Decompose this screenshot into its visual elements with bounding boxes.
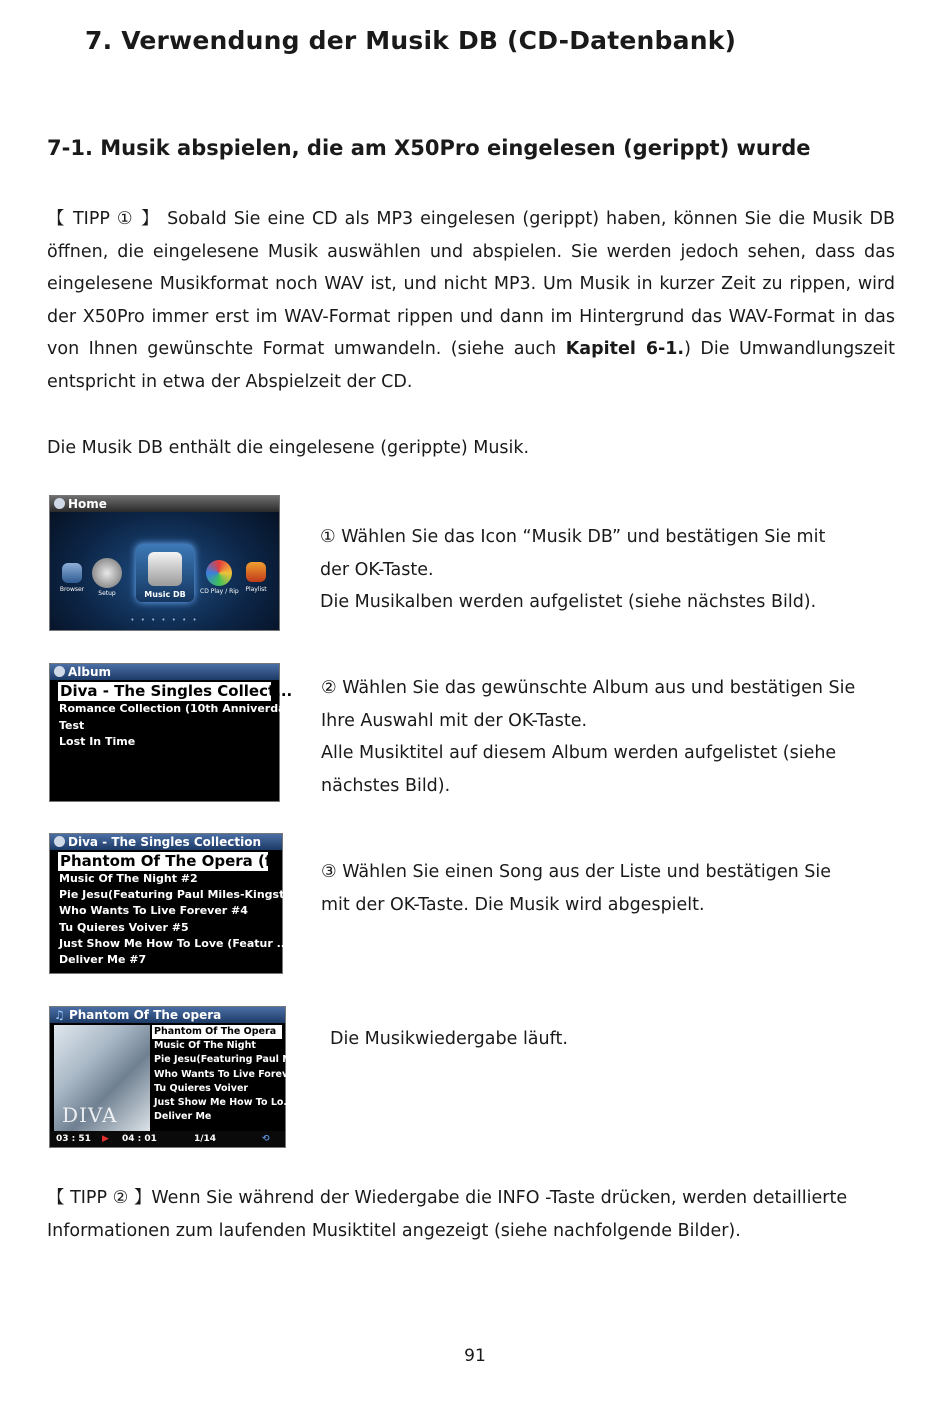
step2-text <box>321 672 855 802</box>
home-icon <box>54 498 65 509</box>
album-cover <box>54 1025 150 1133</box>
album-list-item[interactable]: Romance Collection (10th Anniverdary) <box>59 702 304 715</box>
album-bar-title: Album <box>68 665 112 679</box>
page-number: 91 <box>464 1346 486 1366</box>
tip1-text: Sobald Sie eine CD als MP3 eingelesen (gerippt) haben, können Sie die Musik DB öffnen, die eingelesene Musik auswählen und abspielen. Sie werden jedoch sehen, dass das eingelesene Musikformat noch WAV ist, und nicht MP3. Um Musik in kurzer Zeit zu rippen, wird der X50Pro immer erst im WAV-Format rippen und dann im Hintergrund das WAV-Format in das von Ihnen gewünschte Format umwandeln. (siehe auch <box>47 209 895 360</box>
album-list-item[interactable]: Test <box>59 718 85 732</box>
step1-line: Die Musikalben werden aufgelistet (siehe nächstes Bild). <box>320 592 817 613</box>
track-list-item[interactable]: Pie Jesu(Featuring Paul Miles-Kingston.. <box>59 888 309 902</box>
track-list-item[interactable]: Who Wants To Live Forever #4 <box>59 904 248 918</box>
tip1-text-end: ) Die Umwandlungszeit entspricht in etwa der Abspielzeit der CD. <box>47 339 895 392</box>
track-list-item[interactable]: Just Show Me How To Love (Featur .... <box>59 936 294 950</box>
cd-play-icon <box>206 560 232 586</box>
setup-label: Setup <box>98 590 116 597</box>
music-db-label: Music DB <box>144 590 186 599</box>
player-track-item[interactable]: Just Show Me How To Lo.. <box>154 1097 291 1109</box>
home-bar-title: Home <box>68 497 107 511</box>
track-list-item[interactable]: Music Of The Night #2 <box>59 872 198 885</box>
cd-play-label: CD Play / Rip <box>200 588 239 595</box>
repeat-icon: ⟲ <box>262 1134 270 1144</box>
elapsed-time: 03 : 51 <box>56 1134 91 1144</box>
playlist-icon <box>246 562 266 582</box>
browser-icon <box>62 563 82 583</box>
player-bar-title: Phantom Of The opera <box>68 1008 222 1022</box>
tip1-chapter-ref: Kapitel 6-1. <box>565 339 685 360</box>
step3-text <box>321 856 831 921</box>
track-list-item[interactable]: Deliver Me #7 <box>59 953 147 967</box>
player-track-item[interactable]: Phantom Of The Opera <box>152 1025 282 1039</box>
track-list-screenshot <box>49 833 309 974</box>
home-title-bar <box>50 496 279 512</box>
disc-icon <box>54 836 65 847</box>
track-list-item[interactable]: Tu Quieres Voiver #5 <box>59 920 189 934</box>
page-dots: • • • • • • • <box>130 616 199 624</box>
album-list-item[interactable]: Lost In Time <box>59 735 136 748</box>
track-bar-title: Diva - The Singles Collection <box>68 835 262 849</box>
home-screenshot <box>49 495 280 631</box>
section-heading: 7-1. Musik abspielen, die am X50Pro eingelesen (gerippt) wurde <box>47 136 811 160</box>
track-counter: 1/14 <box>194 1134 217 1144</box>
tip2-paragraph <box>47 1182 895 1247</box>
tip2-text: Wenn Sie während der Wiedergabe die INFO -Taste drücken, werden detaillierte Informationen zum laufenden Musiktitel angezeigt (siehe nachfolgende Bilder). <box>47 1188 848 1241</box>
disc-icon <box>54 666 65 677</box>
step2-line: ② Wählen Sie das gewünschte Album aus und bestätigen Sie <box>321 678 856 698</box>
step2-line: nächstes Bild). <box>321 775 451 796</box>
album-screenshot <box>49 663 304 802</box>
cover-logo: DIVA <box>62 1103 118 1127</box>
player-track-item[interactable]: Tu Quieres Voiver <box>154 1082 249 1094</box>
total-time: 04 : 01 <box>122 1134 157 1144</box>
step3-line: ③ Wählen Sie einen Song aus der Liste und bestätigen Sie <box>321 862 832 882</box>
player-track-item[interactable]: Deliver Me <box>154 1111 212 1123</box>
step1-line: der OK-Taste. <box>320 559 434 580</box>
tip2-prefix: 【 TIPP ② 】 <box>47 1188 152 1208</box>
player-track-item[interactable]: Who Wants To Live Forev.. <box>154 1068 295 1080</box>
player-status-bar <box>50 1131 285 1147</box>
browser-label: Browser <box>59 586 85 593</box>
player-screenshot <box>49 1006 299 1148</box>
step1-line: ① Wählen Sie das Icon “Musik DB” und bestätigen Sie mit <box>320 527 826 547</box>
tip1-paragraph <box>47 203 895 399</box>
track-selected-item[interactable]: Phantom Of The Opera (fe <box>60 852 282 870</box>
player-track-item[interactable]: Pie Jesu(Featuring Paul M.. <box>154 1054 299 1066</box>
step2-line: Ihre Auswahl mit der OK-Taste. <box>321 710 588 731</box>
player-track-item[interactable]: Music Of The Night <box>154 1040 256 1052</box>
intro-text: Die Musik DB enthält die eingelesene (gerippte) Musik. <box>47 438 530 458</box>
step2-line: Alle Musiktitel auf diesem Album werden aufgelistet (siehe <box>321 743 837 764</box>
album-selected-item[interactable]: Diva - The Singles Collect... <box>60 682 293 700</box>
step3-line: mit der OK-Taste. Die Musik wird abgespielt. <box>321 894 705 915</box>
playlist-label: Playlist <box>245 586 267 593</box>
step1-text <box>320 521 825 619</box>
tip1-prefix: 【 TIPP ① 】 <box>47 209 161 229</box>
player-title-bar <box>50 1007 285 1023</box>
page-title: 7. Verwendung der Musik DB (CD-Datenbank) <box>85 26 737 55</box>
music-note-icon: ♫ <box>54 1008 65 1022</box>
album-title-bar <box>50 664 279 680</box>
setup-icon <box>92 558 122 588</box>
track-title-bar <box>50 834 282 850</box>
step4-text: Die Musikwiedergabe läuft. <box>330 1029 568 1049</box>
play-icon[interactable]: ▶ <box>102 1134 109 1144</box>
player-track-list <box>152 1025 299 1124</box>
